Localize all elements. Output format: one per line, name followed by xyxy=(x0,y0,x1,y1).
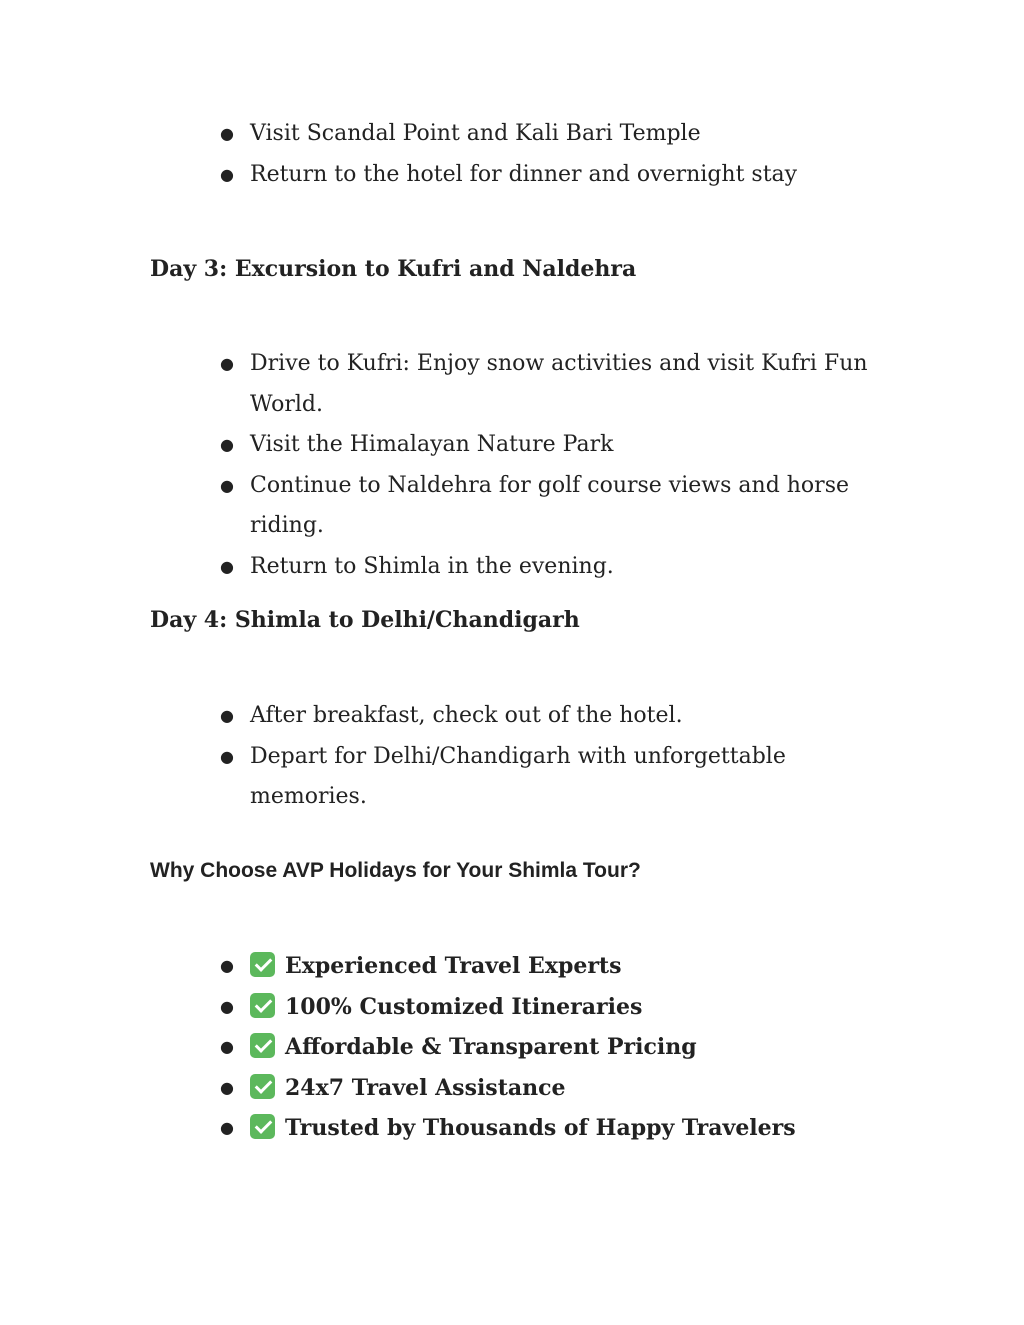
list-item xyxy=(150,425,890,466)
list-item xyxy=(150,987,890,1028)
list-item-text: Drive to Kufri: Enjoy snow activities and visit Kufri Fun World. xyxy=(250,351,868,417)
list-item-text: Experienced Travel Experts xyxy=(285,953,622,979)
bullet-icon: ● xyxy=(220,956,234,975)
list-item xyxy=(150,466,890,547)
list-item-text: Return to the hotel for dinner and overnight stay xyxy=(250,161,798,187)
day2-activity-list xyxy=(150,114,890,195)
list-item-text: Trusted by Thousands of Happy Travelers xyxy=(285,1115,796,1141)
bullet-icon: ● xyxy=(220,475,234,495)
bullet-icon: ● xyxy=(220,164,234,184)
bullet-icon: ● xyxy=(220,354,234,373)
check-mark-button-icon xyxy=(250,993,275,1018)
list-item-text: Continue to Naldehra for golf course views and horse riding. xyxy=(250,472,850,538)
why-choose-list xyxy=(150,946,890,1149)
list-item xyxy=(150,547,890,588)
list-item xyxy=(150,946,890,987)
check-mark-button-icon xyxy=(250,1074,275,1099)
list-item xyxy=(150,155,890,196)
list-item-text: Visit Scandal Point and Kali Bari Temple xyxy=(250,121,701,146)
day4-activity-list xyxy=(150,696,890,818)
list-item-text: 24x7 Travel Assistance xyxy=(285,1074,566,1101)
bullet-icon: ● xyxy=(220,706,234,725)
day4-heading: Day 4: Shimla to Delhi/Chandigarh xyxy=(150,607,580,633)
bullet-icon: ● xyxy=(220,996,234,1016)
list-item-text: Depart for Delhi/Chandigarh with unforgettable memories. xyxy=(250,743,786,809)
list-item-text: After breakfast, check out of the hotel. xyxy=(250,703,683,728)
bullet-icon: ● xyxy=(220,435,234,454)
list-item xyxy=(150,1027,890,1068)
list-item xyxy=(150,1068,890,1109)
bullet-icon: ● xyxy=(220,124,234,143)
list-item xyxy=(150,344,890,425)
why-choose-heading: Why Choose AVP Holidays for Your Shimla Tour? xyxy=(150,859,641,882)
bullet-icon: ● xyxy=(220,1077,234,1097)
day3-heading: Day 3: Excursion to Kufri and Naldehra xyxy=(150,256,637,282)
day3-activity-list xyxy=(150,344,890,587)
check-mark-button-icon xyxy=(250,1114,275,1139)
check-mark-button-icon xyxy=(250,952,275,977)
list-item xyxy=(150,737,890,818)
list-item-text: 100% Customized Itineraries xyxy=(285,993,643,1020)
list-item xyxy=(150,114,890,155)
bullet-icon: ● xyxy=(220,556,234,576)
list-item-text: Affordable & Transparent Pricing xyxy=(285,1034,697,1060)
list-item xyxy=(150,696,890,737)
bullet-icon: ● xyxy=(220,1118,234,1137)
list-item-text: Return to Shimla in the evening. xyxy=(250,553,614,579)
check-mark-button-icon xyxy=(250,1033,275,1058)
list-item-text: Visit the Himalayan Nature Park xyxy=(250,432,614,457)
list-item xyxy=(150,1108,890,1149)
bullet-icon: ● xyxy=(220,1037,234,1056)
bullet-icon: ● xyxy=(220,746,234,766)
